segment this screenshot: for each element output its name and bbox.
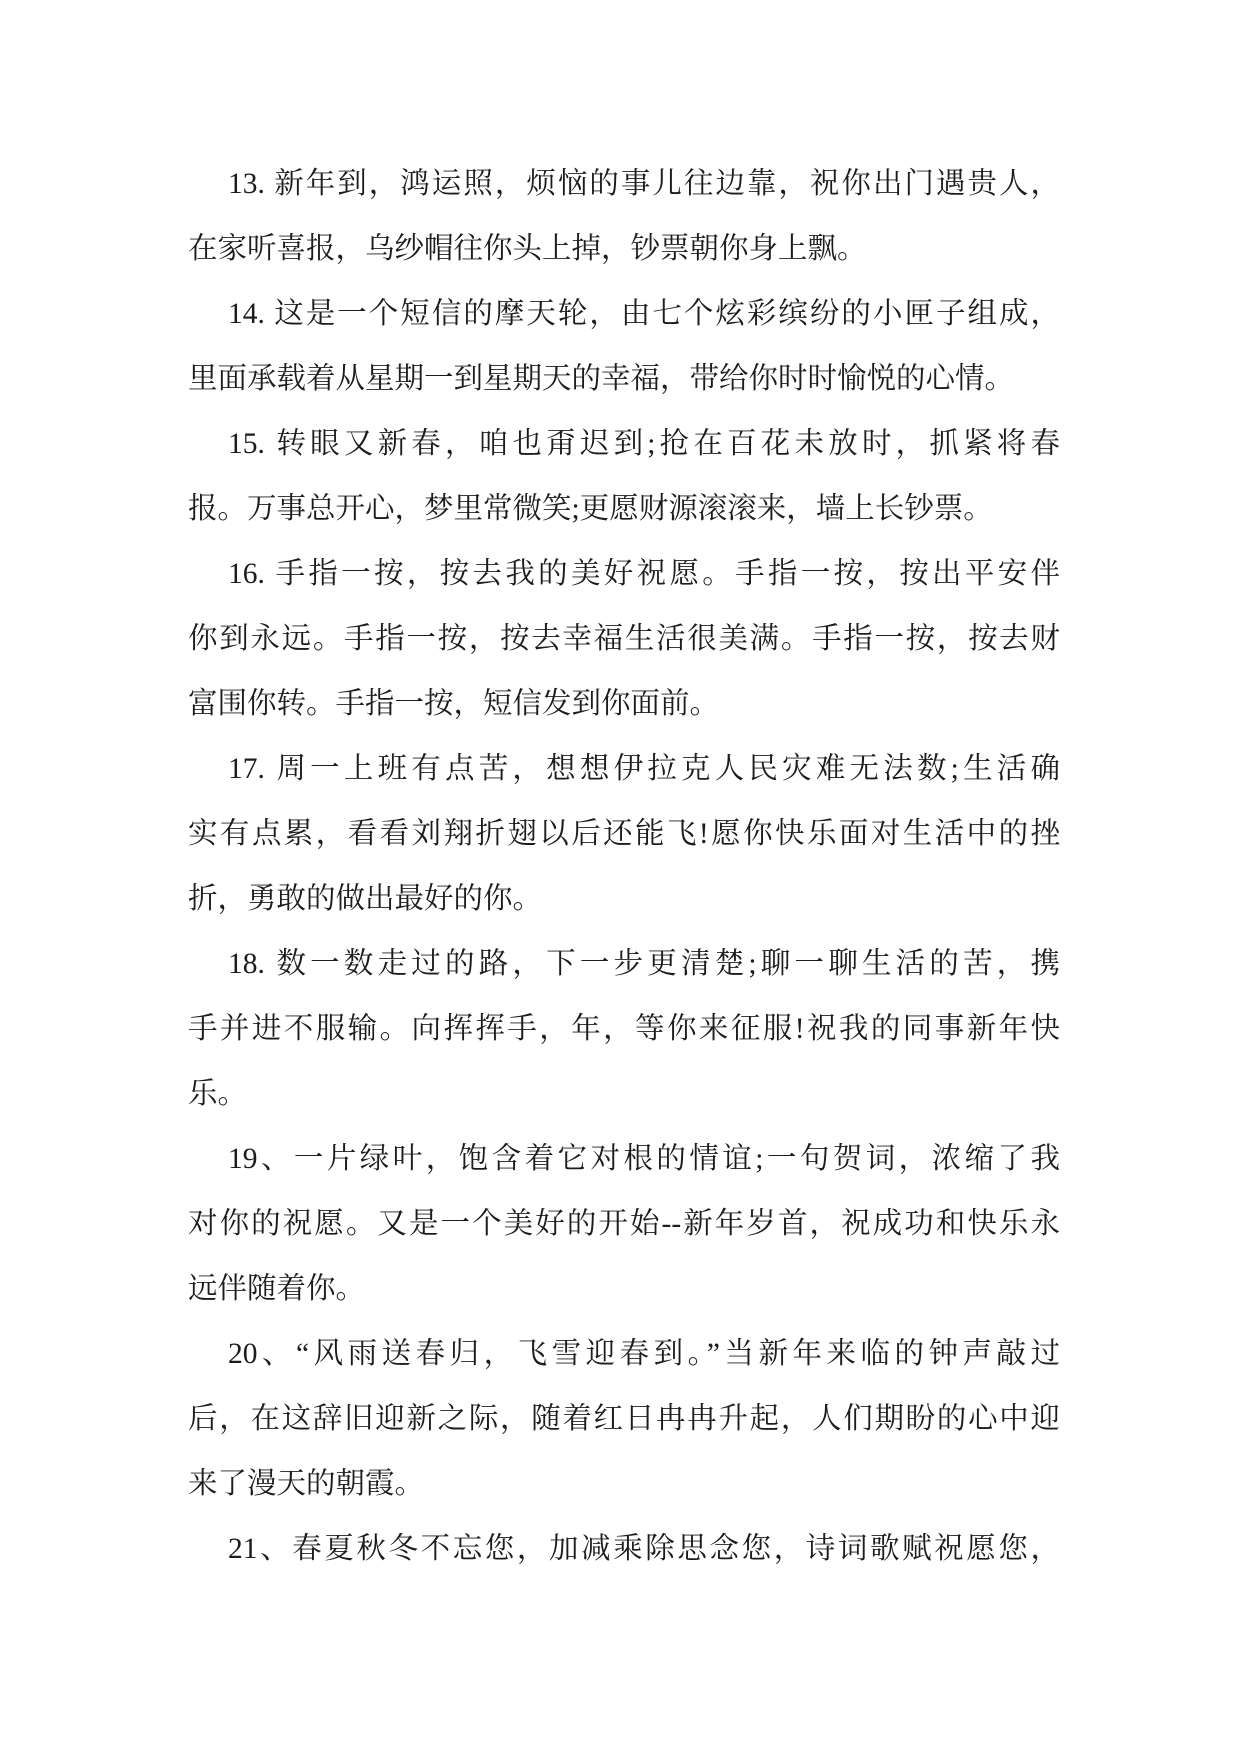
paragraph-line: 实有点累，看看刘翔折翅以后还能飞!愿你快乐面对生活中的挫: [188, 818, 1060, 850]
paragraph-17: [188, 737, 1060, 932]
paragraph-line: 17. 周一上班有点苦，想想伊拉克人民灾难无法数;生活确: [228, 753, 1060, 785]
paragraph-line: 乐。: [188, 1078, 248, 1110]
paragraph-line: 来了漫天的朝霞。: [188, 1468, 425, 1500]
paragraph-line: 对你的祝愿。又是一个美好的开始--新年岁首，祝成功和快乐永: [188, 1208, 1060, 1240]
paragraph-20: [188, 1322, 1060, 1517]
paragraph-line: 远伴随着你。: [188, 1273, 366, 1305]
paragraph-line: 15. 转眼又新春，咱也甭迟到;抢在百花未放时，抓紧将春: [228, 428, 1060, 460]
paragraph-line: 14. 这是一个短信的摩天轮，由七个炫彩缤纷的小匣子组成，: [228, 298, 1060, 330]
paragraph-line: 里面承载着从星期一到星期天的幸福，带给你时时愉悦的心情。: [188, 363, 1015, 395]
paragraph-16: [188, 542, 1060, 737]
paragraph-line: 18. 数一数走过的路，下一步更清楚;聊一聊生活的苦，携: [228, 948, 1060, 980]
paragraph-line: 16. 手指一按，按去我的美好祝愿。手指一按，按出平安伴: [228, 558, 1060, 590]
paragraph-line: 21、春夏秋冬不忘您，加减乘除思念您，诗词歌赋祝愿您，: [228, 1533, 1060, 1565]
paragraph-14: [188, 282, 1060, 412]
document-body: [188, 152, 1060, 1582]
paragraph-line: 20、“风雨送春归，飞雪迎春到。”当新年来临的钟声敲过: [228, 1338, 1060, 1370]
paragraph-line: 13. 新年到，鸿运照，烦恼的事儿往边靠，祝你出门遇贵人，: [228, 168, 1060, 200]
paragraph-line: 后，在这辞旧迎新之际，随着红日冉冉升起，人们期盼的心中迎: [188, 1403, 1060, 1435]
paragraph-line: 报。万事总开心，梦里常微笑;更愿财源滚滚来，墙上长钞票。: [188, 493, 993, 525]
paragraph-line: 手并进不服输。向挥挥手，年，等你来征服!祝我的同事新年快: [188, 1013, 1060, 1045]
paragraph-line: 折，勇敢的做出最好的你。: [188, 883, 543, 915]
paragraph-19: [188, 1127, 1060, 1322]
paragraph-18: [188, 932, 1060, 1127]
paragraph-13: [188, 152, 1060, 282]
paragraph-line: 你到永远。手指一按，按去幸福生活很美满。手指一按，按去财: [188, 623, 1060, 655]
paragraph-line: 富围你转。手指一按，短信发到你面前。: [188, 688, 720, 720]
paragraph-15: [188, 412, 1060, 542]
paragraph-21: [188, 1517, 1060, 1582]
paragraph-line: 19、一片绿叶，饱含着它对根的情谊;一句贺词，浓缩了我: [228, 1143, 1060, 1175]
paragraph-line: 在家听喜报，乌纱帽往你头上掉，钞票朝你身上飘。: [188, 233, 867, 265]
